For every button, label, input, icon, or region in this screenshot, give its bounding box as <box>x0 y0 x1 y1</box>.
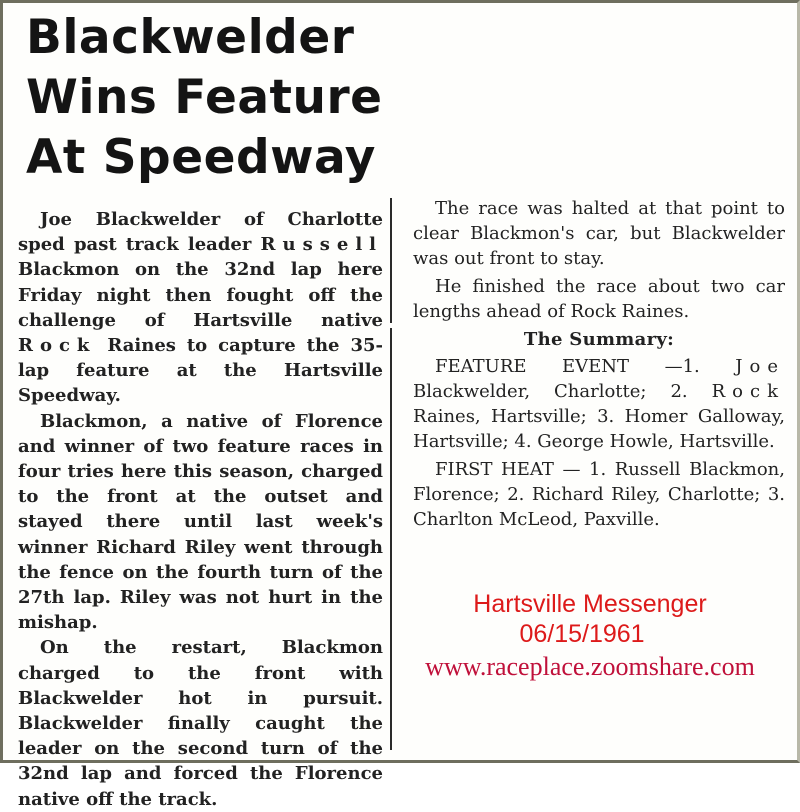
column-divider-bottom <box>390 328 392 750</box>
article-headline <box>26 8 396 188</box>
paragraph-text: —1. <box>629 356 736 377</box>
paragraph-text: Blackmon on the 32nd lap here Friday night then fought off the challenge of Hartsville native <box>18 259 383 331</box>
feature-event-results <box>413 354 785 454</box>
article-paragraph-5: He finished the race about two car lengths ahead of Rock Raines. <box>413 276 785 322</box>
feature-event-label: FEATURE EVENT <box>435 356 630 377</box>
headline-line-3: At Speedway <box>26 130 376 185</box>
article-left-column <box>18 207 383 812</box>
paragraph-text: Blackwelder, Charlotte; 2. <box>413 381 712 402</box>
article-paragraph-1 <box>18 207 383 409</box>
article-paragraph-2: Blackmon, a native of Florence and winner of two feature races in four tries here this season, charged to the front at the outset and stayed there until last week's winner Richard Riley went through the fence on the fourth turn of the 27th lap. Riley was not hurt in the mishap. <box>18 410 383 634</box>
paragraph-text-spaced: Rock <box>711 381 785 402</box>
summary-heading: The Summary: <box>523 329 675 350</box>
column-divider-top <box>390 198 392 323</box>
paragraph-text-spaced: Rock <box>18 335 97 357</box>
first-heat-results: FIRST HEAT — 1. Russell Blackmon, Florence; 2. Richard Riley, Charlotte; 3. Charlton McLeod, Paxville. <box>413 459 785 530</box>
publication-name: Hartsville Messenger <box>473 590 707 618</box>
paragraph-text-spaced: Joe <box>735 356 785 377</box>
headline-line-2: Wins Feature <box>26 70 383 125</box>
source-caption <box>420 589 760 683</box>
article-paragraph-4: The race was halted at that point to clear Blackmon's car, but Blackwelder was out front to stay. <box>413 198 785 269</box>
paragraph-text: Raines to capture the 35-lap feature at the Hartsville Speedway. <box>18 335 383 407</box>
article-right-column <box>413 196 785 535</box>
paragraph-text: Raines, Hartsville; 3. Homer Galloway, Hartsville; 4. George Howle, Hartsville. <box>413 406 785 452</box>
paragraph-text-spaced: Russell <box>260 234 383 256</box>
article-paragraph-3: On the restart, Blackmon charged to the front with Blackwelder hot in pursuit. Blackwelder finally caught the leader on the second turn of the 32nd lap and forced the Florence native off the track. <box>18 637 383 810</box>
publication-date: 06/15/1961 <box>519 620 645 648</box>
source-url: www.raceplace.zoomshare.com <box>425 652 755 681</box>
paragraph-text: Joe Blackwelder of Charlotte sped past track leader <box>18 209 383 256</box>
headline-line-1: Blackwelder <box>26 10 355 65</box>
